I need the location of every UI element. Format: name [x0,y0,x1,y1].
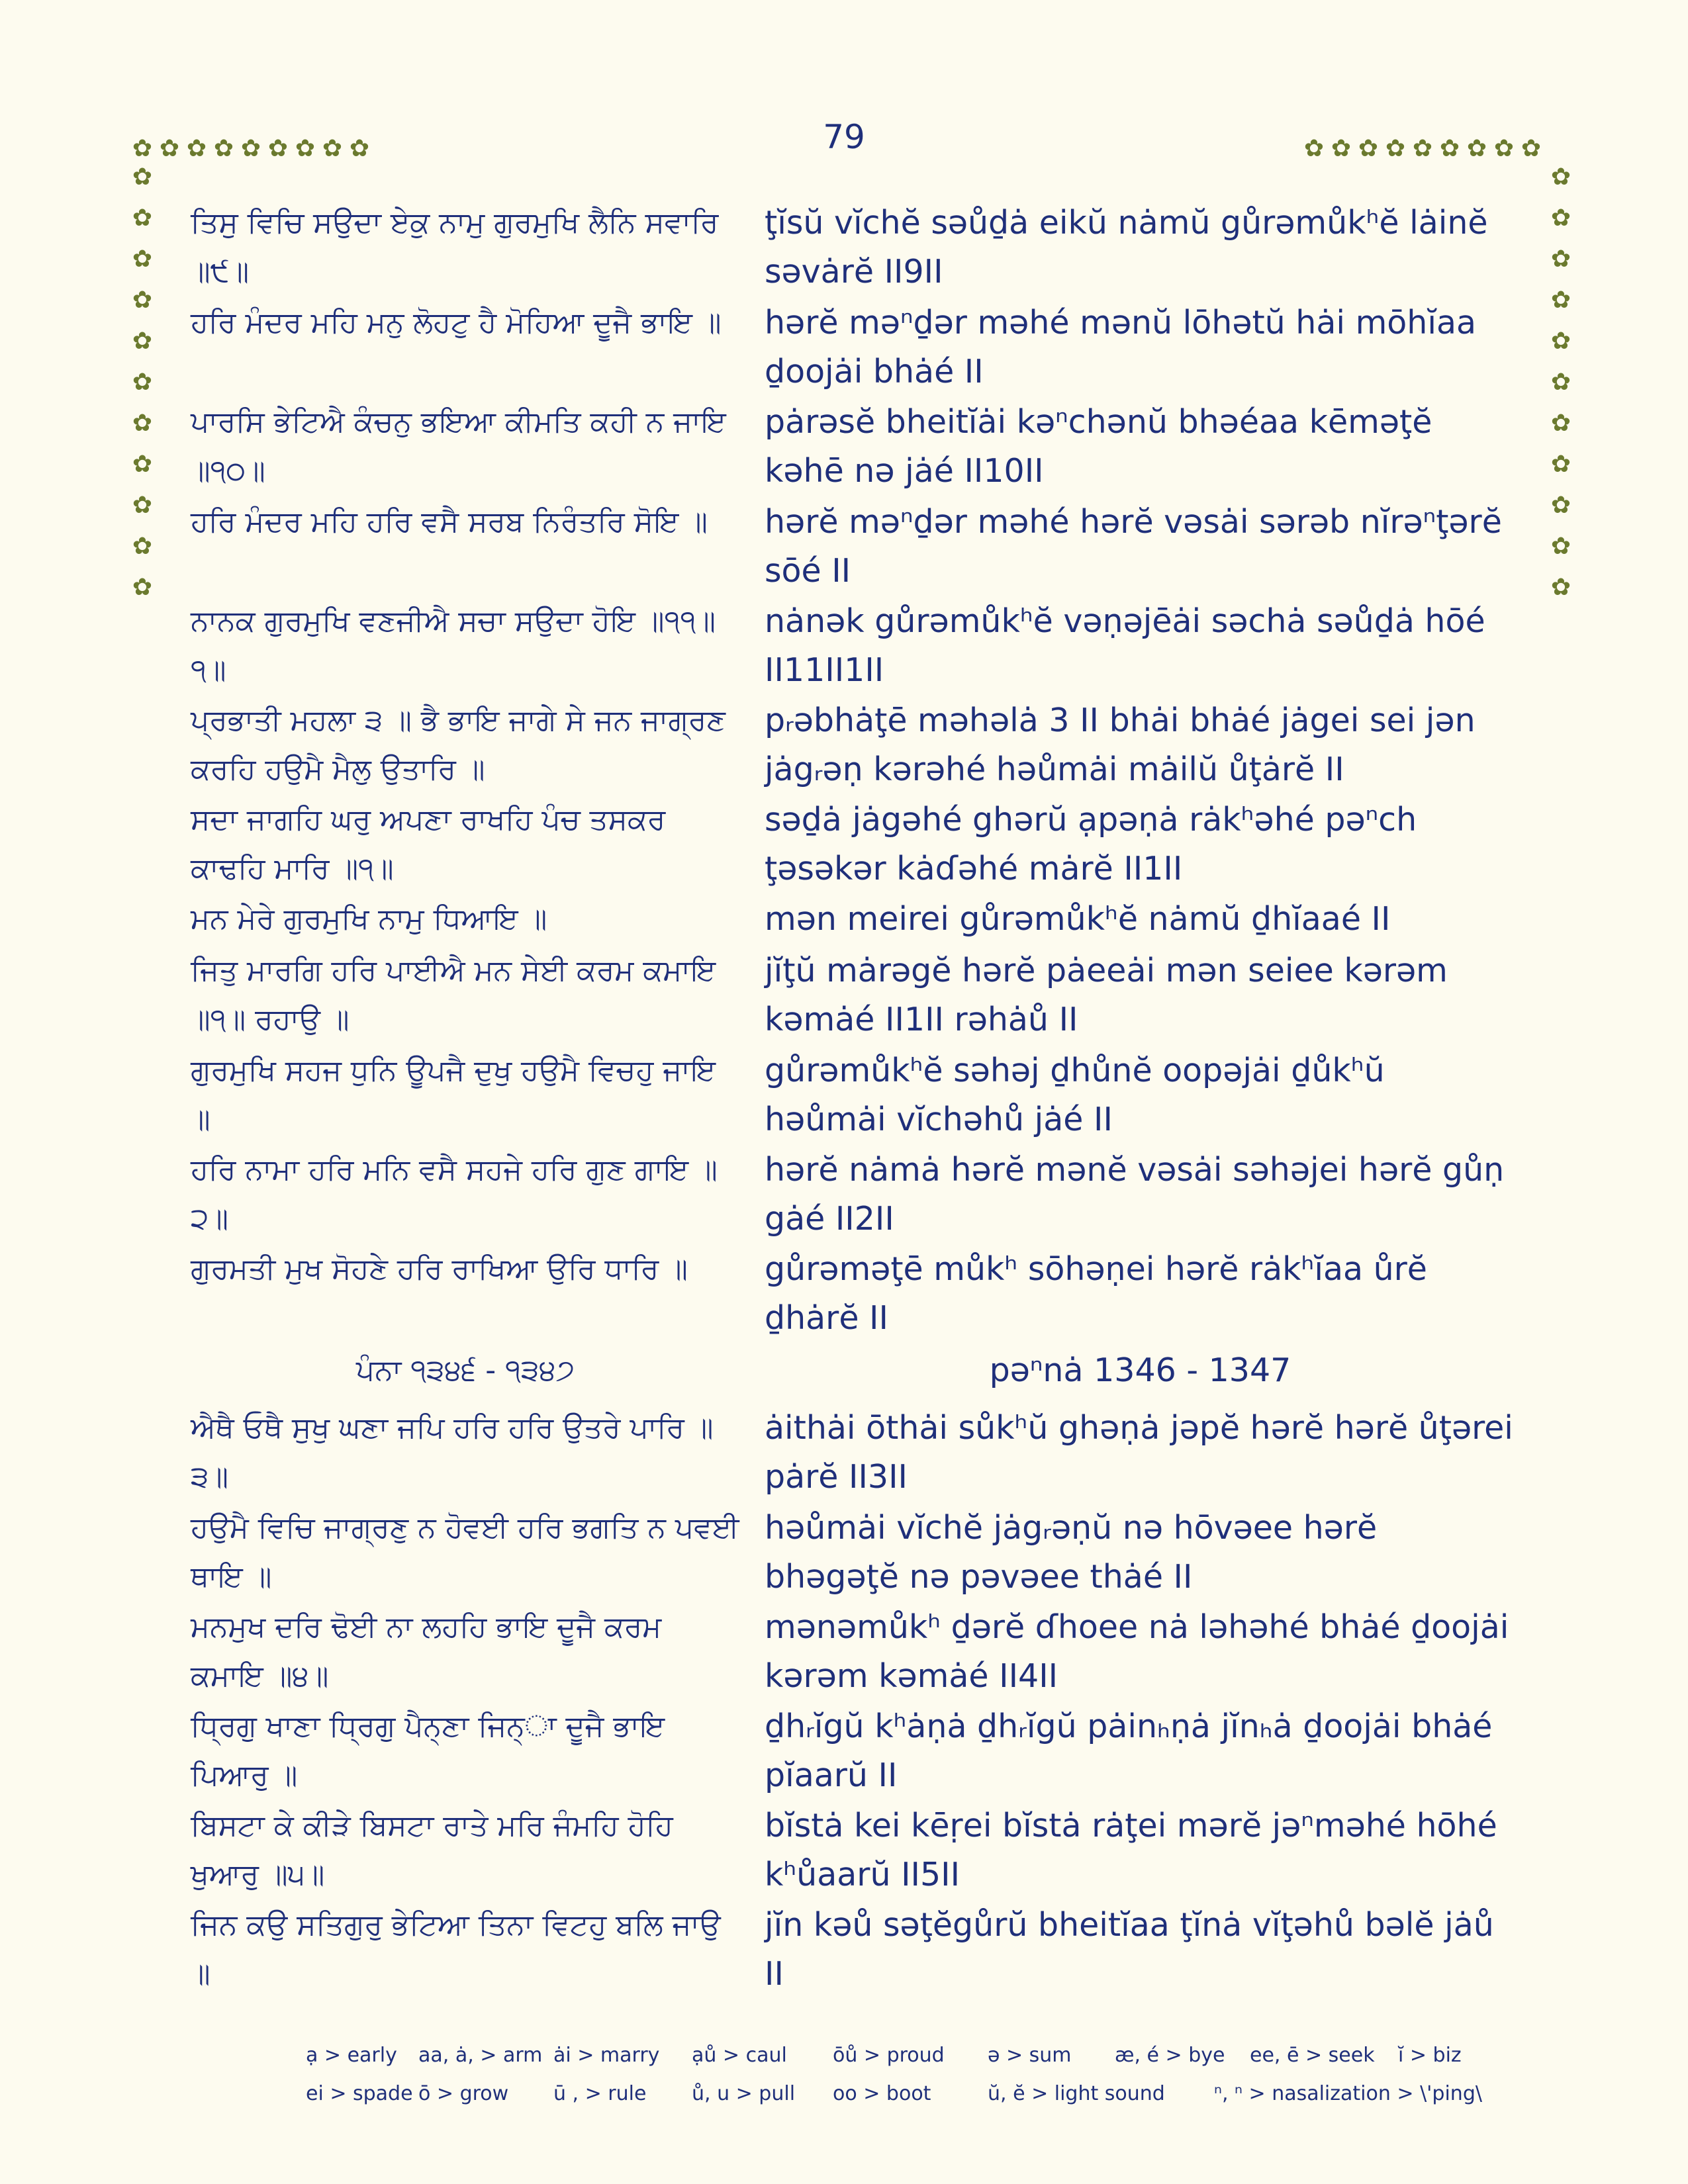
flower-ornament-icon: ✿ [267,135,289,162]
verse-transliteration: gůrəməţē můkʰ sōhəṇei hərĕ rȧkʰĭaa ůrĕ ḏhȧrĕ II [765,1250,1427,1337]
legend-entry: ĭ > biz [1398,2044,1462,2067]
legend-entry: ạů > caul [692,2044,787,2067]
legend-entry: æ, é > bye [1115,2044,1225,2067]
flower-ornament-icon: ✿ [1550,205,1571,232]
verse-transliteration: pȧrəsĕ bheitĭȧi kəⁿchənŭ bhəéaa kēməţĕ kəhē nə jȧé II10II [765,403,1432,490]
verse-transliteration: jĭţŭ mȧrəgĕ hərĕ pȧeeȧi mən seiee kərəm kəmȧé II1II rəhȧů II [765,952,1448,1038]
flower-ornament-icon: ✿ [1331,135,1352,162]
verse-transliteration: hərĕ məⁿḏər məhé hərĕ vəsȧi sərəb nĭrəⁿţərĕ sōé II [765,503,1502,590]
verse-transliteration: ȧithȧi ōthȧi sůkʰŭ ghəṇȧ jəpĕ hərĕ hərĕ ůţərei pȧrĕ II3II [765,1409,1513,1496]
flower-ornament-icon: ✿ [132,287,153,314]
flower-ornament-icon: ✿ [213,135,234,162]
flower-ornament-icon: ✿ [132,492,153,519]
flower-ornament-icon: ✿ [1521,135,1542,162]
panna-heading-transliteration: pəⁿnȧ 1346 - 1347 [989,1351,1291,1389]
verse-gurmukhi: ਨਾਨਕ ਗੁਰਮੁਖਿ ਵਣਜੀਐ ਸਚਾ ਸਉਦਾ ਹੋਇ ॥੧੧॥੧॥ [191,604,716,687]
verse-transliteration: mənəmůkʰ ḏərĕ ɗhoee nȧ ləhəhé bhȧé ḏoojȧi kərəm kəmȧé II4II [765,1608,1509,1695]
flower-ornament-icon: ✿ [1358,135,1379,162]
flower-ornament-icon: ✿ [132,533,153,560]
verse-gurmukhi: ਐਥੈ ਓਥੈ ਸੁਖੁ ਘਣਾ ਜਪਿ ਹਰਿ ਹਰਿ ਉਤਰੇ ਪਾਰਿ ॥੩॥ [191,1411,714,1494]
panna-heading-gurmukhi: ਪੰਨਾ ੧੩੪੬ - ੧੩੪੭ [355,1353,575,1387]
verse-transliteration: ţĭsŭ vĭchĕ səůḏȧ eikŭ nȧmŭ gůrəmůkʰĕ lȧinĕ səvȧrĕ II9II [765,204,1488,291]
flower-ornament-icon: ✿ [1385,135,1406,162]
verse-gurmukhi: ਹਰਿ ਮੰਦਰ ਮਹਿ ਮਨੁ ਲੋਹਟੁ ਹੈ ਮੋਹਿਆ ਦੂਜੈ ਭਾਇ ॥ [191,306,722,340]
legend-entry: ů, u > pull [692,2082,796,2105]
flower-ornament-icon: ✿ [1550,328,1571,355]
legend-entry: oo > boot [833,2082,931,2105]
flower-ornament-icon: ✿ [1439,135,1460,162]
legend-entry: ū , > rule [553,2082,647,2105]
page-number: 79 [823,118,865,156]
flower-ornament-icon: ✿ [132,246,153,273]
flower-ornament-icon: ✿ [159,135,180,162]
verse-gurmukhi: ਮਨਮੁਖ ਦਰਿ ਢੋਈ ਨਾ ਲਹਹਿ ਭਾਇ ਦੂਜੈ ਕਰਮ ਕਮਾਇ ॥੪॥ [191,1610,662,1693]
flower-ornament-icon: ✿ [1550,246,1571,273]
legend-entry: ⁿ, ⁿ > nasalization > \'ping\ [1214,2082,1482,2105]
verse-gurmukhi: ਜਿਨ ਕਉ ਸਤਿਗੁਰੁ ਭੇਟਿਆ ਤਿਨਾ ਵਿਟਹੁ ਬਲਿ ਜਾਉ ॥ [191,1908,721,1991]
flower-ornament-icon: ✿ [1493,135,1515,162]
flower-ornament-icon: ✿ [132,369,153,396]
flower-ornament-icon: ✿ [132,163,153,191]
verse-gurmukhi: ਜਿਤੁ ਮਾਰਗਿ ਹਰਿ ਪਾਈਐ ਮਨ ਸੇਈ ਕਰਮ ਕਮਾਇ ॥੧॥ ਰਹਾਉ ॥ [191,954,716,1036]
legend-entry: ee, ē > seek [1250,2044,1375,2067]
verse-transliteration: hərĕ nȧmȧ hərĕ mənĕ vəsȧi səhəjei hərĕ gůṇ gȧé II2II [765,1151,1505,1238]
verse-transliteration: nȧnək gůrəmůkʰĕ vəṇəjēȧi səchȧ səůḏȧ hōé II11II1II [765,602,1485,689]
verse-transliteration: pᵣəbhȧţē məhəlȧ 3 II bhȧi bhȧé jȧgei sei jən jȧgᵣəṇ kərəhé həůmȧi mȧilŭ ůţȧrĕ II [765,702,1476,788]
flower-ornament-icon: ✿ [240,135,261,162]
flower-ornament-icon: ✿ [1303,135,1325,162]
verse-gurmukhi: ਹਉਮੈ ਵਿਚਿ ਜਾਗ੍ਰਣੁ ਨ ਹੋਵਈ ਹਰਿ ਭਗਤਿ ਨ ਪਵਈ ਥਾਇ ॥ [191,1511,739,1594]
verse-gurmukhi: ਹਰਿ ਨਾਮਾ ਹਰਿ ਮਨਿ ਵਸੈ ਸਹਜੇ ਹਰਿ ਗੁਣ ਗਾਇ ॥੨॥ [191,1153,718,1236]
verse-gurmukhi: ਪ੍ਰਭਾਤੀ ਮਹਲਾ ੩ ॥ ਭੈ ਭਾਇ ਜਾਗੇ ਸੇ ਜਨ ਜਾਗ੍ਰਣ ਕਰਹਿ ਹਉਮੈ ਮੈਲੁ ਉਤਾਰਿ ॥ [191,704,726,786]
flower-ornament-icon: ✿ [132,135,153,162]
legend-entry: ōů > proud [833,2044,945,2067]
verse-gurmukhi: ਹਰਿ ਮੰਦਰ ਮਹਿ ਹਰਿ ਵਸੈ ਸਰਬ ਨਿਰੰਤਰਿ ਸੋਇ ॥ [191,505,708,539]
legend-entry: ei > spade [306,2082,413,2105]
verse-transliteration: mən meirei gůrəmůkʰĕ nȧmŭ ḏhĭaaé II [765,900,1391,938]
flower-ornament-icon: ✿ [1550,492,1571,519]
flower-ornament-icon: ✿ [1550,410,1571,437]
verse-gurmukhi: ਪਾਰਸਿ ਭੇਟਿਐ ਕੰਚਨੁ ਭਇਆ ਕੀਮਤਿ ਕਹੀ ਨ ਜਾਇ ॥੧੦॥ [191,405,726,488]
flower-ornament-icon: ✿ [349,135,370,162]
legend-entry: ə > sum [988,2044,1072,2067]
legend-entry: ō > grow [418,2082,509,2105]
flower-ornament-icon: ✿ [1550,163,1571,191]
verse-transliteration: bĭstȧ kei kēṛei bĭstȧ rȧţei mərĕ jəⁿməhé hōhé kʰůaarŭ II5II [765,1807,1497,1893]
legend-entry: ŭ, ĕ > light sound [988,2082,1165,2105]
flower-ornament-icon: ✿ [132,328,153,355]
legend-entry: ạ > early [306,2044,397,2067]
legend-entry: aa, ȧ, > arm [418,2044,543,2067]
verse-transliteration: gůrəmůkʰĕ səhəj ḏhůnĕ oopəjȧi ḏůkʰŭ həůmȧi vĭchəhů jȧé II [765,1052,1385,1138]
verse-transliteration: həůmȧi vĭchĕ jȧgᵣəṇŭ nə hōvəee hərĕ bhəgəţĕ nə pəvəee thȧé II [765,1509,1378,1596]
verse-gurmukhi: ਤਿਸੁ ਵਿਚਿ ਸਉਦਾ ਏਕੁ ਨਾਮੁ ਗੁਰਮੁਖਿ ਲੈਨਿ ਸਵਾਰਿ ॥੯॥ [191,206,719,289]
verse-gurmukhi: ਗੁਰਮਤੀ ਮੁਖ ਸੋਹਣੇ ਹਰਿ ਰਾਖਿਆ ਉਰਿ ਧਾਰਿ ॥ [191,1252,688,1286]
verse-transliteration: hərĕ məⁿḏər məhé mənŭ lōhətŭ hȧi mōhĭaa ḏoojȧi bhȧé II [765,304,1477,390]
flower-ornament-icon: ✿ [1466,135,1487,162]
flower-ornament-icon: ✿ [1550,533,1571,560]
flower-ornament-icon: ✿ [1550,287,1571,314]
verse-gurmukhi: ਧ੍ਰਿਗੁ ਖਾਣਾ ਧ੍ਰਿਗੁ ਪੈਨ੍ਣਾ ਜਿਨ੍ਾ ਦੂਜੈ ਭਾਇ ਪਿਆਰੁ ॥ [191,1709,665,1792]
flower-ornament-icon: ✿ [1550,369,1571,396]
verse-gurmukhi: ਗੁਰਮੁਖਿ ਸਹਜ ਧੁਨਿ ਊਪਜੈ ਦੁਖੁ ਹਉਮੈ ਵਿਚਹੁ ਜਾਇ ॥ [191,1054,716,1136]
flower-ornament-icon: ✿ [1412,135,1433,162]
verse-gurmukhi: ਮਨ ਮੇਰੇ ਗੁਰਮੁਖਿ ਨਾਮੁ ਧਿਆਇ ॥ [191,902,547,936]
verse-gurmukhi: ਸਦਾ ਜਾਗਹਿ ਘਰੁ ਅਪਣਾ ਰਾਖਹਿ ਪੰਚ ਤਸਕਰ ਕਾਢਹਿ ਮਾਰਿ ॥੧॥ [191,803,666,886]
flower-ornament-icon: ✿ [1550,451,1571,478]
flower-ornament-icon: ✿ [132,451,153,478]
verse-transliteration: ḏhᵣĭgŭ kʰȧṇȧ ḏhᵣĭgŭ pȧinₕṇȧ jĭnₕȧ ḏoojȧi bhȧé pĭaarŭ II [765,1707,1493,1794]
flower-ornament-icon: ✿ [322,135,343,162]
legend-entry: ȧi > marry [553,2044,660,2067]
flower-ornament-icon: ✿ [132,205,153,232]
verse-transliteration: səḏȧ jȧgəhé ghərŭ ạpəṇȧ rȧkʰəhé pəⁿch ţəsəkər kȧɗəhé mȧrĕ II1II [765,801,1417,887]
flower-ornament-icon: ✿ [295,135,316,162]
flower-ornament-icon: ✿ [186,135,207,162]
verse-gurmukhi: ਬਿਸਟਾ ਕੇ ਕੀੜੇ ਬਿਸਟਾ ਰਾਤੇ ਮਰਿ ਜੰਮਹਿ ਹੋਹਿ ਖੁਆਰੁ ॥੫॥ [191,1809,673,1891]
verse-transliteration: jĭn kəů səţĕgůrŭ bheitĭaa ţĭnȧ vĭţəhů bəlĕ jȧů II [765,1906,1494,1993]
flower-ornament-icon: ✿ [1550,574,1571,601]
flower-ornament-icon: ✿ [132,410,153,437]
flower-ornament-icon: ✿ [132,574,153,601]
